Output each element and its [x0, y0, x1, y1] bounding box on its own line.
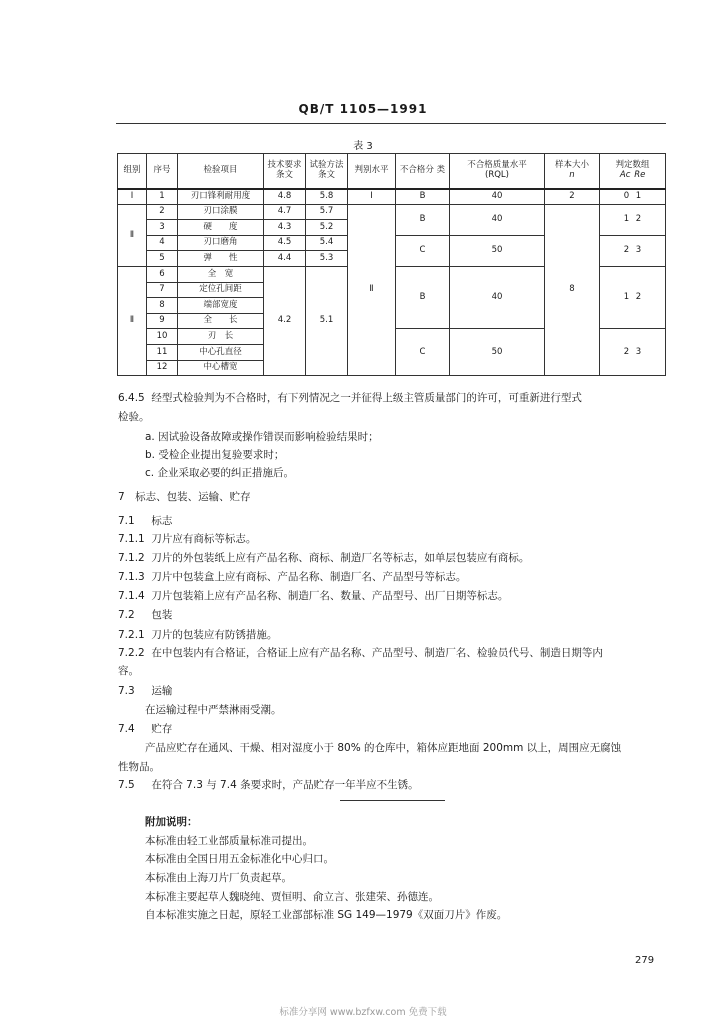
- table-row: [118, 204, 666, 220]
- header-seq: 序号: [147, 154, 178, 189]
- header-ar: [600, 154, 666, 189]
- list-item-c: c. 企业采取必要的纠正措施后。: [145, 467, 294, 479]
- class-cell: C: [396, 329, 450, 376]
- ac-value: 2: [623, 346, 630, 357]
- clause-number: 7.1.3: [118, 571, 145, 583]
- appendix-line: 本标准由上海刀片厂负责起草。: [145, 872, 292, 884]
- list-item-a: a. 因试验设备故障或操作错误而影响检验结果时；: [145, 431, 379, 443]
- rql-cell: 50: [450, 235, 545, 266]
- clause-7-2-2: [118, 646, 603, 660]
- header-sample-line2: n: [569, 169, 575, 180]
- clause-7-2-2-cont: 容。: [118, 665, 139, 677]
- level-cell: Ⅰ: [348, 189, 396, 205]
- clause-number: 7.2.2: [118, 647, 145, 659]
- item-cell: 中心槽宽: [178, 360, 264, 376]
- clause-text: 刀片的包装应有防锈措施。: [151, 629, 278, 641]
- tech-cell: 4.8: [264, 189, 306, 205]
- test-cell: 5.1: [306, 266, 348, 375]
- section-7-heading: 7 标志、包装、运输、贮存: [118, 491, 251, 503]
- ar-cell: [600, 266, 666, 328]
- clause-text: 刀片应有商标等标志。: [151, 533, 257, 545]
- ac-value: 0: [623, 190, 630, 201]
- group-cell: Ⅰ: [118, 189, 147, 205]
- item-cell: 硬 度: [178, 220, 264, 236]
- ar-cell: [600, 329, 666, 376]
- item-cell: 弹 性: [178, 251, 264, 267]
- clause-7-1-1: [118, 532, 256, 546]
- header-item: 检验项目: [178, 154, 264, 189]
- inspection-table: [117, 153, 666, 376]
- item-cell: 端部宽度: [178, 298, 264, 314]
- class-cell: B: [396, 266, 450, 328]
- re-value: 2: [635, 291, 642, 302]
- seq-cell: 9: [147, 313, 178, 329]
- seq-cell: 1: [147, 189, 178, 205]
- clause-7-5: [118, 778, 419, 792]
- clause-number: 6.4.5: [118, 392, 145, 404]
- level-cell: Ⅱ: [348, 204, 396, 376]
- class-cell: B: [396, 189, 450, 205]
- table-caption: 表 3: [353, 141, 373, 152]
- clause-number: 7.1.2: [118, 552, 145, 564]
- test-cell: 5.3: [306, 251, 348, 267]
- appendix-line: 本标准由轻工业部质量标准司提出。: [145, 835, 313, 847]
- header-test: 试验方法条文: [306, 154, 348, 189]
- item-cell: 刃 长: [178, 329, 264, 345]
- clause-text: 标志: [151, 515, 173, 527]
- seq-cell: 5: [147, 251, 178, 267]
- group-cell: Ⅱ: [118, 266, 147, 375]
- clause-7-2: [118, 608, 172, 622]
- class-cell: C: [396, 235, 450, 266]
- tech-cell: 4.7: [264, 204, 306, 220]
- rql-cell: 40: [450, 189, 545, 205]
- clause-text: 在中包装内有合格证，合格证上应有产品名称、产品型号、制造厂名、检验员代号、制造日期等内: [151, 647, 603, 659]
- clause-text: 经型式检验判为不合格时，有下列情况之一并征得上级主管质量部门的许可，可重新进行型式: [151, 392, 582, 404]
- item-cell: 刃口磨角: [178, 235, 264, 251]
- ar-cell: [600, 204, 666, 235]
- clause-number: 7.5: [118, 779, 135, 791]
- seq-cell: 3: [147, 220, 178, 236]
- rql-cell: 40: [450, 204, 545, 235]
- header-class: 不合格分 类: [396, 154, 450, 189]
- clause-number: 7.3: [118, 685, 135, 697]
- clause-7-2-1: [118, 628, 277, 642]
- end-rule: [340, 800, 445, 801]
- tech-cell: 4.3: [264, 220, 306, 236]
- seq-cell: 12: [147, 360, 178, 376]
- appendix-title: 附加说明：: [145, 816, 198, 828]
- appendix-line: 本标准由全国日用五金标准化中心归口。: [145, 853, 334, 865]
- header-re: Re: [634, 169, 646, 180]
- test-cell: 5.8: [306, 189, 348, 205]
- tech-cell: 4.2: [264, 266, 306, 375]
- tech-cell: 4.4: [264, 251, 306, 267]
- clause-7-3: [118, 684, 172, 698]
- table-header-row: [118, 154, 666, 189]
- item-cell: 刃口锋利耐用度: [178, 189, 264, 205]
- re-value: 2: [635, 214, 642, 225]
- test-cell: 5.7: [306, 204, 348, 220]
- header-ac: Ac: [619, 169, 631, 180]
- clause-text: 贮存: [151, 723, 173, 735]
- seq-cell: 7: [147, 282, 178, 298]
- header-rql-line1: 不合格质量水平: [467, 160, 527, 171]
- clause-7-3-body: 在运输过程中严禁淋雨受潮。: [145, 704, 282, 716]
- item-cell: 全 宽: [178, 266, 264, 282]
- ac-value: 1: [623, 291, 630, 302]
- re-value: 1: [635, 190, 642, 201]
- page-number: 279: [635, 955, 655, 966]
- re-value: 3: [635, 346, 642, 357]
- ar-cell: [600, 189, 666, 205]
- test-cell: 5.4: [306, 235, 348, 251]
- test-cell: 5.2: [306, 220, 348, 236]
- item-cell: 刃口涂膜: [178, 204, 264, 220]
- item-cell: 定位孔间距: [178, 282, 264, 298]
- clause-text: 刀片中包装盒上应有商标、产品名称、制造厂名、产品型号等标志。: [151, 571, 467, 583]
- appendix-line: 本标准主要起草人魏晓纯、贾恒明、俞立言、张建荣、孙德连。: [145, 891, 439, 903]
- header-sample-line1: 样本大小: [554, 160, 589, 171]
- clause-7-4-body: 产品应贮存在通风、干燥、相对湿度小于 80% 的仓库中，箱体应距地面 200mm 以上，周围应无腐蚀: [145, 742, 622, 754]
- clause-text: 刀片包装箱上应有产品名称、制造厂名、数量、产品型号、出厂日期等标志。: [151, 590, 509, 602]
- group-cell: Ⅱ: [118, 204, 147, 266]
- header-tech: 技术要求条文: [264, 154, 306, 189]
- clause-text: 在符合 7.3 与 7.4 条要求时，产品贮存一年半应不生锈。: [151, 779, 419, 791]
- clause-number: 7.1: [118, 515, 135, 527]
- ac-value: 1: [623, 214, 630, 225]
- clause-number: 7.2.1: [118, 629, 145, 641]
- header-rule: [116, 123, 666, 124]
- clause-7-4: [118, 722, 172, 736]
- clause-6-4-5: [118, 391, 582, 405]
- seq-cell: 6: [147, 266, 178, 282]
- clause-7-4-body-cont: 性物品。: [118, 761, 160, 773]
- standard-header: QB/T 1105—1991: [298, 102, 428, 116]
- header-level: 判别水平: [348, 154, 396, 189]
- watermark: 标准分享网 www.bzfxw.com 免费下载: [279, 1007, 447, 1018]
- appendix-line: 自本标准实施之日起，原轻工业部部标准 SG 149—1979《双面刀片》作废。: [145, 909, 508, 921]
- clause-text: 刀片的外包装纸上应有产品名称、商标、制造厂名等标志，如单层包装应有商标。: [151, 552, 530, 564]
- clause-text: 运输: [151, 685, 173, 697]
- class-cell: B: [396, 204, 450, 235]
- sample-cell: 2: [545, 189, 600, 205]
- clause-number: 7.4: [118, 723, 135, 735]
- rql-cell: 40: [450, 266, 545, 328]
- clause-number: 7.2: [118, 609, 135, 621]
- clause-7-1-4: [118, 589, 508, 603]
- item-cell: 中心孔直径: [178, 344, 264, 360]
- item-cell: 全 长: [178, 313, 264, 329]
- header-sample: [545, 154, 600, 189]
- clause-number: 7.1.1: [118, 533, 145, 545]
- clause-6-4-5-cont: 检验。: [118, 411, 150, 423]
- ar-cell: [600, 235, 666, 266]
- seq-cell: 10: [147, 329, 178, 345]
- clause-7-1-3: [118, 570, 466, 584]
- clause-7-1-2: [118, 551, 529, 565]
- re-value: 3: [635, 245, 642, 256]
- clause-7-1: [118, 514, 172, 528]
- header-group: 组别: [118, 154, 147, 189]
- ac-value: 2: [623, 245, 630, 256]
- list-item-b: b. 受检企业提出复验要求时；: [145, 449, 285, 461]
- header-ar-line2: [600, 171, 665, 180]
- rql-cell: 50: [450, 329, 545, 376]
- header-rql-line2: (RQL): [485, 169, 509, 180]
- header-rql: [450, 154, 545, 189]
- seq-cell: 2: [147, 204, 178, 220]
- clause-number: 7.1.4: [118, 590, 145, 602]
- seq-cell: 11: [147, 344, 178, 360]
- sample-cell: 8: [545, 204, 600, 376]
- header-ar-line1: 判定数组: [615, 160, 650, 171]
- tech-cell: 4.5: [264, 235, 306, 251]
- table-row: [118, 189, 666, 205]
- seq-cell: 4: [147, 235, 178, 251]
- clause-text: 包装: [151, 609, 173, 621]
- seq-cell: 8: [147, 298, 178, 314]
